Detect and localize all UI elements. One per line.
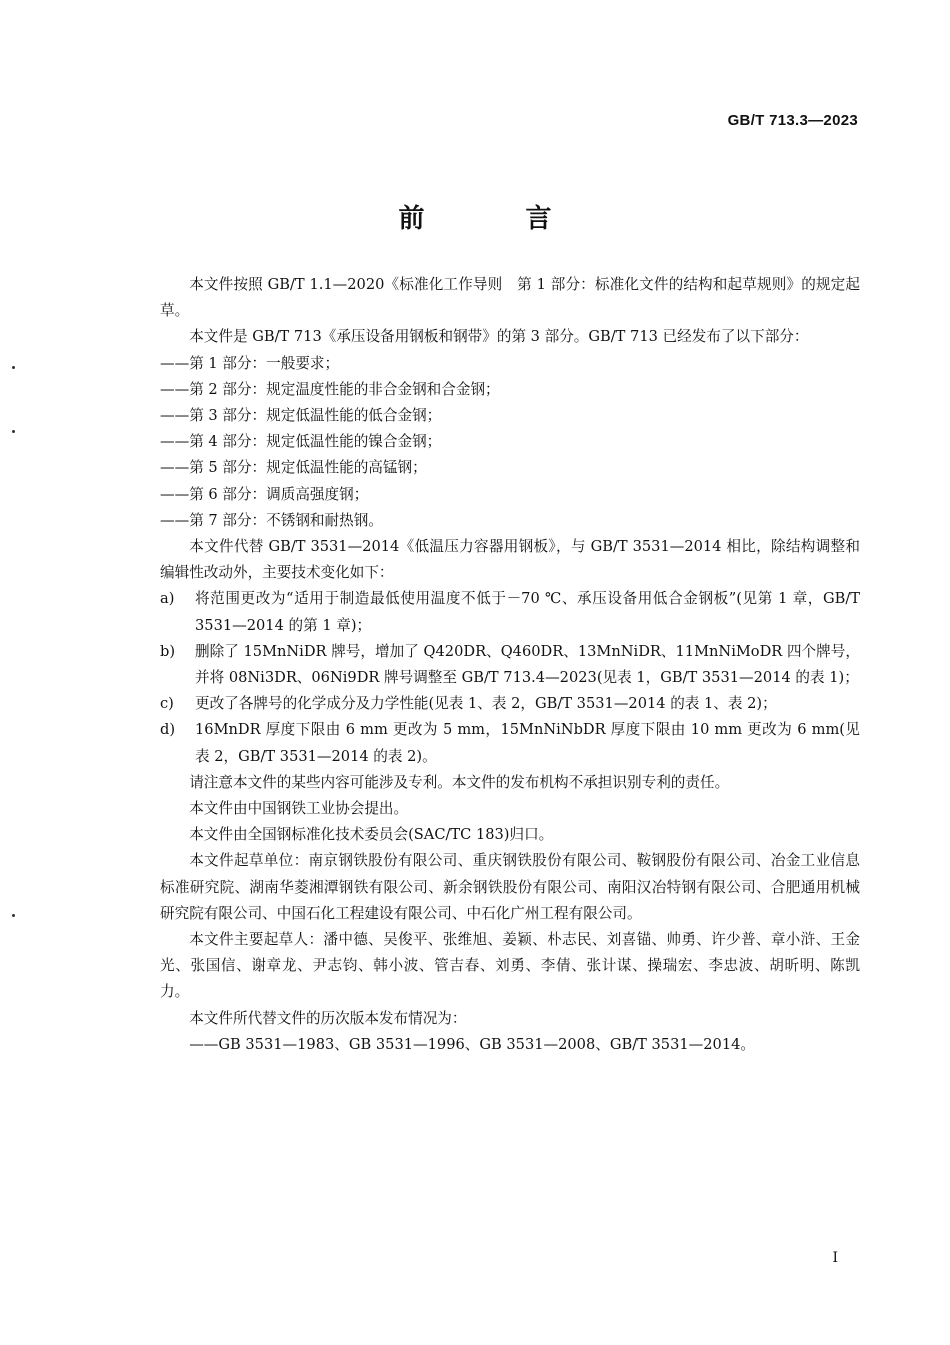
page-number: I bbox=[832, 1250, 838, 1266]
standard-number: GB/T 713.3—2023 bbox=[727, 112, 858, 129]
part-list-item: ——第 1 部分：一般要求； bbox=[160, 354, 340, 372]
part-list-item: ——第 6 部分：调质高强度钢； bbox=[160, 485, 369, 503]
part-list-item: ——第 7 部分：不锈钢和耐热钢。 bbox=[160, 511, 383, 529]
document-body bbox=[160, 272, 860, 1058]
change-item-text: 更改了各牌号的化学成分及力学性能(见表 1、表 2，GB/T 3531—2014 的表 1、表 2)； bbox=[195, 695, 777, 713]
part-list-item: ——第 5 部分：规定低温性能的高锰钢； bbox=[160, 459, 427, 477]
change-item bbox=[160, 691, 860, 717]
change-item bbox=[160, 586, 860, 638]
change-item-text: 删除了 15MnNiDR 牌号，增加了 Q420DR、Q460DR、13MnNiDR、11MnNiMoDR 四个牌号，并将 08Ni3DR、06Ni9DR 牌号调整至 GB/T 713.4—2023(见表 1，GB/T 3531—2014 的表 1)； bbox=[195, 642, 860, 687]
change-item bbox=[160, 639, 860, 691]
paragraph-drafting-units: 本文件起草单位：南京钢铁股份有限公司、重庆钢铁股份有限公司、鞍钢股份有限公司、冶金工业信息标准研究院、湖南华菱湘潭钢铁有限公司、新余钢铁股份有限公司、南阳汉冶特钢有限公司、合肥通用机械研究院有限公司、中国石化工程建设有限公司、中石化广州工程有限公司。 bbox=[160, 852, 860, 922]
change-item-label: b) bbox=[160, 642, 176, 660]
paragraph-replacement: 本文件代替 GB/T 3531—2014《低温压力容器用钢板》，与 GB/T 3531—2014 相比，除结构调整和编辑性改动外，主要技术变化如下： bbox=[160, 538, 860, 582]
scan-speck bbox=[12, 430, 15, 433]
paragraph-part-intro: 本文件是 GB/T 713《承压设备用钢板和钢带》的第 3 部分。GB/T 713 已经发布了以下部分： bbox=[189, 328, 809, 346]
change-item-label: a) bbox=[160, 590, 175, 608]
change-item bbox=[160, 717, 860, 769]
paragraph-history-intro: 本文件所代替文件的历次版本发布情况为： bbox=[189, 1009, 467, 1027]
change-item-text: 将范围更改为“适用于制造最低使用温度不低于－70 ℃、承压设备用低合金钢板”(见第 1 章，GB/T 3531—2014 的第 1 章)； bbox=[195, 590, 860, 634]
paragraph-patent-notice: 请注意本文件的某些内容可能涉及专利。本文件的发布机构不承担识别专利的责任。 bbox=[189, 773, 730, 791]
change-item-label: c) bbox=[160, 695, 174, 713]
paragraph-drafters: 本文件主要起草人：潘中德、吴俊平、张维旭、姜颖、朴志民、刘喜锚、帅勇、许少普、章小浒、王金光、张国信、谢章龙、尹志钧、韩小波、管吉春、刘勇、李倩、张计谋、操瑞宏、李忠波、胡昕明、陈凯力。 bbox=[160, 931, 860, 1001]
part-list-item: ——第 3 部分：规定低温性能的低合金钢； bbox=[160, 407, 442, 425]
part-list-item: ——第 4 部分：规定低温性能的镍合金钢； bbox=[160, 433, 442, 451]
part-list-item: ——第 2 部分：规定温度性能的非合金钢和合金钢； bbox=[160, 380, 500, 398]
change-item-label: d) bbox=[160, 721, 176, 739]
change-item-text: 16MnDR 厚度下限由 6 mm 更改为 5 mm，15MnNiNbDR 厚度下限由 10 mm 更改为 6 mm(见表 2，GB/T 3531—2014 的表 2)。 bbox=[195, 721, 860, 765]
scan-speck bbox=[12, 366, 15, 369]
paragraph-proposer: 本文件由中国钢铁工业协会提出。 bbox=[189, 800, 409, 818]
paragraph-committee: 本文件由全国钢标准化技术委员会(SAC/TC 183)归口。 bbox=[189, 826, 554, 844]
paragraph-history-list: ——GB 3531—1983、GB 3531—1996、GB 3531—2008、GB/T 3531—2014。 bbox=[189, 1035, 755, 1053]
paragraph-drafting-rules: 本文件按照 GB/T 1.1—2020《标准化工作导则 第 1 部分：标准化文件的结构和起草规则》的规定起草。 bbox=[160, 276, 860, 320]
scan-speck bbox=[12, 914, 15, 917]
page-title: 前 言 bbox=[398, 204, 598, 234]
